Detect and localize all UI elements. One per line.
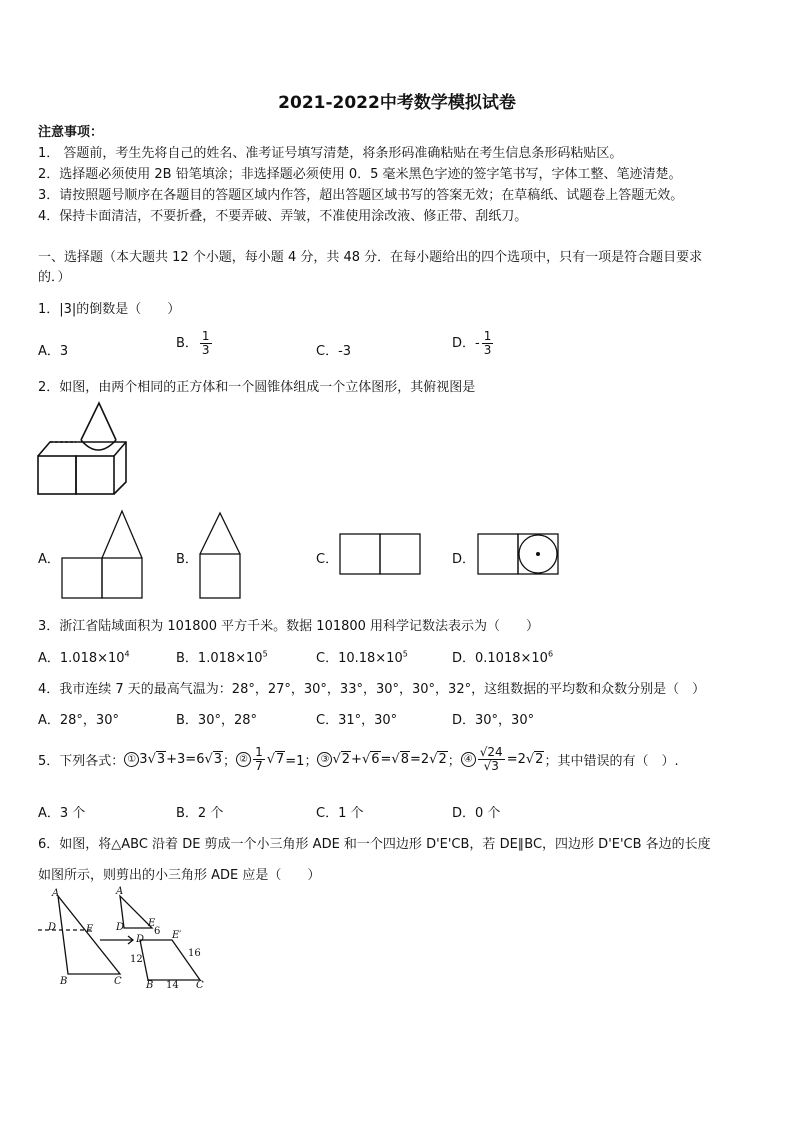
q5-stem: 5．下列各式： ① 3 √3 +3=6 √3 ； ② $\frac{1}{7}$ √7 =1； ③ √2 + √6 = √8 =2 √2 ； ④ $\frac{√24}{√3}$ =2 √2 ；其中错误的有（ ）. [38, 745, 679, 773]
q4-stem: 4．我市连续 7 天的最高气温为：28°，27°，30°，33°，30°，30°，32°，这组数据的平均数和众数分别是（ ） [38, 682, 706, 697]
svg-text:6: 6 [154, 926, 161, 937]
q1-option-c[interactable]: C．-3 [316, 344, 352, 359]
note-item: 3．请按照题号顺序在各题目的答题区域内作答，超出答题区域书写的答案无效；在草稿纸、试题卷上答题无效。 [38, 188, 684, 203]
q3-option-a[interactable]: A．$1.018\times 10^4$ [38, 649, 130, 666]
svg-text:B: B [146, 980, 154, 990]
q4-option-c[interactable]: C．31°，30° [316, 713, 398, 728]
q5-option-c[interactable]: C．1 个 [316, 806, 364, 821]
svg-text:C: C [196, 980, 204, 990]
q2-option-a[interactable]: A． [38, 552, 60, 567]
q2-option-b[interactable]: B． [176, 552, 198, 567]
svg-text:E′: E′ [172, 930, 182, 941]
fraction: $\frac{1}{3}$ [201, 329, 210, 357]
svg-text:A: A [52, 888, 60, 899]
q4-option-b[interactable]: B．30°，28° [176, 713, 258, 728]
q1-option-a[interactable]: A．3 [38, 344, 69, 359]
svg-text:E: E [86, 924, 94, 935]
svg-text:12: 12 [130, 954, 143, 965]
svg-text:B: B [60, 976, 68, 987]
q3-stem: 3．浙江省陆域面积为 101800 平方千米。数据 101800 用科学记数法表示为（ ） [38, 619, 540, 634]
note-item: 1． 答题前，考生先将自己的姓名、准考证号填写清楚，将条形码准确粘贴在考生信息条形码粘贴区。 [38, 146, 623, 161]
q3-option-c[interactable]: C．$10.18\times 10^5$ [316, 649, 408, 666]
q1-option-d[interactable]: D．- $\frac{1}{3}$ [452, 329, 492, 357]
svg-text:D: D [116, 922, 125, 933]
svg-text:A: A [116, 886, 124, 897]
section-heading: 一、选择题（本大题共 12 个小题，每小题 4 分，共 48 分．在每小题给出的四个选项中，只有一项是符合题目要求 [38, 250, 703, 265]
svg-text:14: 14 [166, 980, 179, 990]
q5-option-a[interactable]: A．3 个 [38, 806, 86, 821]
svg-text:C: C [114, 976, 122, 987]
q1-option-b[interactable]: B． $\frac{1}{3}$ [176, 329, 210, 357]
q2-option-a-figure[interactable] [60, 508, 146, 600]
fraction: $\frac{1}{3}$ [483, 329, 492, 357]
svg-text:D: D [136, 934, 145, 945]
q2-option-d[interactable]: D． [452, 552, 476, 567]
q2-solid-figure [36, 400, 130, 498]
note-item: 4．保持卡面清洁，不要折叠，不要弄破、弄皱，不准使用涂改液、修正带、刮纸刀。 [38, 209, 528, 224]
q2-stem: 2．如图，由两个相同的正方体和一个圆锥体组成一个立体图形，其俯视图是 [38, 380, 476, 395]
q4-option-a[interactable]: A．28°，30° [38, 713, 119, 728]
q1-stem: 1．|3|的倒数是（ ） [38, 302, 181, 317]
note-item: 2．选择题必须使用 2B 铅笔填涂；非选择题必须使用 0．5 毫米黑色字迹的签字笔书写，字体工整、笔迹清楚。 [38, 167, 682, 182]
svg-text:E: E [148, 918, 156, 929]
q2-option-b-figure[interactable] [198, 510, 244, 600]
q6-stem: 6．如图，将△ABC 沿着 DE 剪成一个小三角形 ADE 和一个四边形 D'E'CB，若 DE∥BC，四边形 D'E'CB 各边的长度 [38, 837, 711, 852]
q3-option-d[interactable]: D．$0.1018\times 10^6$ [452, 649, 554, 666]
q5-option-d[interactable]: D．0 个 [452, 806, 501, 821]
page-title: 2021-2022中考数学模拟试卷 [278, 93, 516, 113]
q2-option-c-figure[interactable] [338, 532, 422, 576]
q4-option-d[interactable]: D．30°，30° [452, 713, 535, 728]
notes-heading: 注意事项： [38, 125, 104, 140]
section-heading-cont: 的．） [38, 270, 71, 285]
q2-option-c[interactable]: C． [316, 552, 339, 567]
svg-text:D: D [48, 922, 57, 933]
svg-text:16: 16 [188, 948, 201, 959]
q2-option-d-figure[interactable] [476, 532, 560, 576]
q3-option-b[interactable]: B．$1.018\times 10^5$ [176, 649, 268, 666]
q6-figure [34, 884, 214, 990]
q5-option-b[interactable]: B．2 个 [176, 806, 224, 821]
q6-stem-cont: 如图所示，则剪出的小三角形 ADE 应是（ ） [38, 868, 321, 883]
